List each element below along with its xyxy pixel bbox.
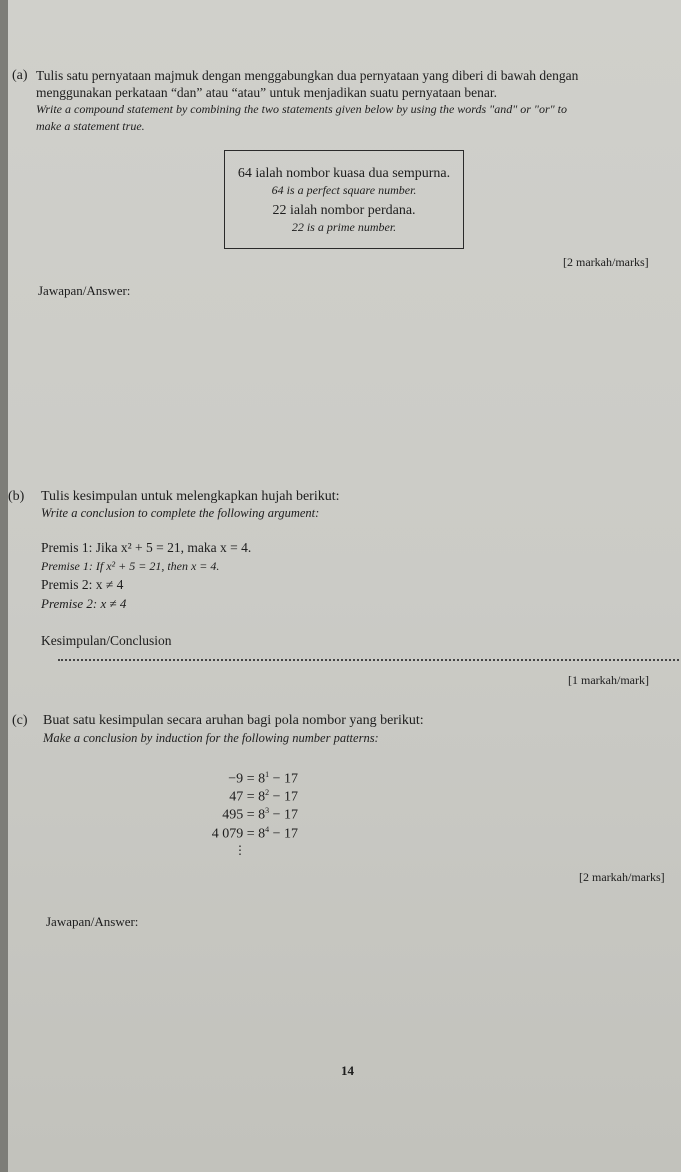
page-edge-shadow bbox=[0, 0, 8, 1172]
equation-tail: − 17 bbox=[269, 807, 298, 823]
page-number: 14 bbox=[341, 1063, 354, 1078]
equation-lhs: 495 bbox=[222, 807, 244, 823]
pattern-equation bbox=[168, 788, 298, 806]
pattern-equation bbox=[168, 825, 298, 843]
exam-page bbox=[8, 0, 681, 1172]
premise-2: Premise 2: x ≠ 4 bbox=[41, 596, 127, 611]
equation-power: 4 bbox=[265, 825, 270, 834]
part-a-question-ms-2: menggunakan perkataan “dan” atau “atau” untuk menjadikan suatu pernyataan benar. bbox=[36, 85, 498, 100]
equation-tail: − 17 bbox=[269, 826, 298, 842]
equation-lhs: 47 bbox=[229, 789, 244, 805]
part-c-question-ms: Buat satu kesimpulan secara aruhan bagi pola nombor yang berikut: bbox=[43, 713, 424, 728]
equation-power: 1 bbox=[265, 770, 270, 779]
part-b-question-en: Write a conclusion to complete the following argument: bbox=[41, 506, 320, 520]
part-b-question-ms: Tulis kesimpulan untuk melengkapkan hujah berikut: bbox=[41, 489, 340, 504]
premis-1: Premis 1: Jika x² + 5 = 21, maka x = 4. bbox=[41, 540, 252, 555]
equation-power: 3 bbox=[265, 806, 270, 815]
part-c-label: (c) bbox=[12, 713, 28, 728]
equation-lhs: −9 bbox=[228, 771, 244, 787]
pattern-equation bbox=[168, 806, 298, 824]
statement-1-ms: 64 ialah nombor kuasa dua sempurna. bbox=[237, 166, 451, 181]
equation-power: 2 bbox=[265, 788, 270, 797]
conclusion-label: Kesimpulan/Conclusion bbox=[41, 633, 172, 648]
equation-tail: − 17 bbox=[269, 789, 298, 805]
statement-2-en: 22 is a prime number. bbox=[291, 220, 397, 234]
pattern-equation bbox=[168, 770, 298, 788]
part-b-label: (b) bbox=[8, 489, 25, 504]
pattern-ellipsis: ⋮ bbox=[234, 843, 246, 857]
statements-box bbox=[224, 150, 464, 249]
equation-base: = 8 bbox=[246, 826, 266, 842]
part-a-question-en-2: make a statement true. bbox=[36, 119, 145, 133]
part-a-label: (a) bbox=[12, 68, 28, 83]
equation-tail: − 17 bbox=[269, 771, 298, 787]
equation-lhs: 4 079 bbox=[211, 826, 244, 842]
part-a-question-ms-1: Tulis satu pernyataan majmuk dengan menggabungkan dua pernyataan yang diberi di bawah dengan bbox=[36, 68, 579, 83]
premis-2: Premis 2: x ≠ 4 bbox=[41, 577, 124, 592]
part-b-marks: [1 markah/mark] bbox=[568, 673, 649, 687]
statement-1-en: 64 is a perfect square number. bbox=[271, 183, 417, 197]
premise-1: Premise 1: If x² + 5 = 21, then x = 4. bbox=[41, 559, 220, 573]
part-a-question-en-1: Write a compound statement by combining the two statements given below by using the words "and" or "or" to bbox=[36, 102, 567, 116]
part-a-marks: [2 markah/marks] bbox=[563, 255, 649, 269]
statement-2-ms: 22 ialah nombor perdana. bbox=[272, 203, 416, 218]
equation-base: = 8 bbox=[246, 807, 266, 823]
equation-base: = 8 bbox=[246, 789, 266, 805]
part-a-answer-label: Jawapan/Answer: bbox=[38, 283, 131, 298]
part-c-question-en: Make a conclusion by induction for the following number patterns: bbox=[43, 731, 379, 745]
part-c-marks: [2 markah/marks] bbox=[579, 870, 665, 884]
equation-base: = 8 bbox=[246, 771, 266, 787]
part-c-answer-label: Jawapan/Answer: bbox=[46, 914, 139, 929]
conclusion-answer-line[interactable] bbox=[58, 659, 681, 661]
